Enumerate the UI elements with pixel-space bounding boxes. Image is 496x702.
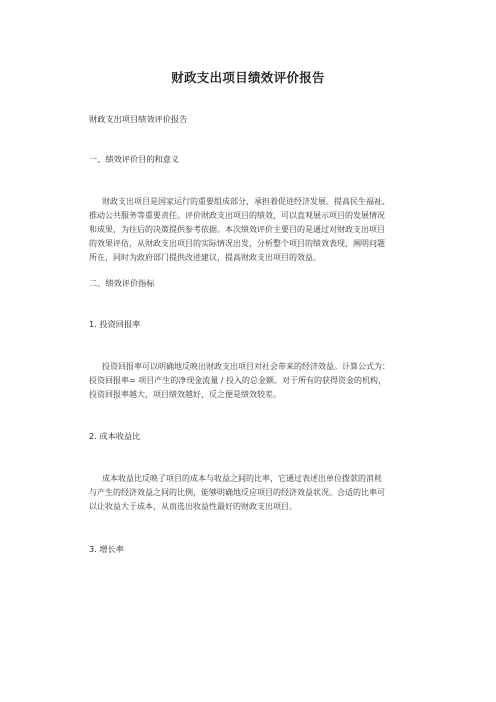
section1-line: 财政支出项目是国家运行的重要组成部分，承担着促进经济发展、提高民生福祉、 [102,197,390,206]
item3-heading: 3. 增长率 [89,544,124,554]
section1-line: 所在，同时为政府部门提供改进建议，提高财政支出项目的效益。 [89,253,321,262]
section1-line: 推动公共服务等重要责任。评价财政支出项目的绩效，可以直观展示项目的发展情况 [89,211,385,220]
section1-line: 和成果，为往后的决策提供参考依据。本次绩效评价主要目的是通过对财政支出项目 [89,225,385,234]
section1-line: 的效果评估，从财政支出项目的实际情况出发，分析整个项目的绩效表现，阐明问题 [89,239,385,248]
section1-heading: 一、绩效评价目的和意义 [89,154,180,164]
item1-line: 投资回报率= 项目产生的净现金流量 / 投入的总金额。对于所有的获得资金的机构， [89,376,387,385]
item1-heading: 1. 投资回报率 [89,319,141,329]
item2-paragraph [89,472,419,514]
section1-paragraph [89,195,419,265]
document-title: 财政支出项目绩效评价报告 [171,70,325,85]
item2-line: 成本收益比反映了项目的成本与收益之间的比率，它通过表述出单位拨款的消耗 [102,474,382,483]
item2-line: 以让收益大于成本，从而选出收益性最好的财政支出项目。 [89,502,297,511]
item1-paragraph [89,360,419,402]
section2-heading: 二、绩效评价指标 [89,278,155,288]
item1-line: 投资回报率可以明确地反映出财政支出项目对社会带来的经济效益。计算公式为： [102,362,390,371]
item2-line: 与产生的经济效益之间的比例，能够明确地反应项目的经济效益状况。合适的比率可 [89,488,385,497]
item2-heading: 2. 成本收益比 [89,431,141,441]
item1-line: 投资回报率越大，项目绩效越好，反之便是绩效较差。 [89,390,281,399]
document-subtitle: 财政支出项目绩效评价报告 [89,114,188,124]
